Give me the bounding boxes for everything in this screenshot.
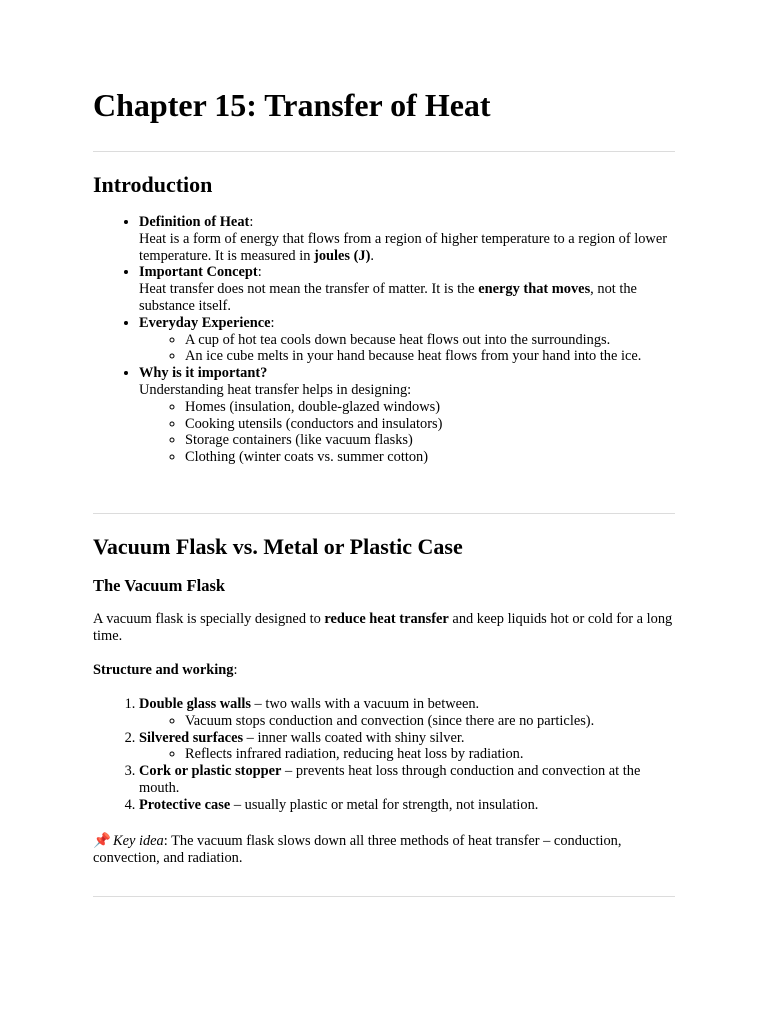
sub-list-item: ◦ Cooking utensils (conductors and insulators) [185, 416, 675, 433]
concept-label: Important Concept [139, 264, 258, 281]
sub-list-item: ◦ A cup of hot tea cools down because heat flows out into the surroundings. [185, 332, 675, 349]
list-item: 3. Cork or plastic stopper – prevents heat loss through conduction and convection at the mouth. [139, 763, 675, 797]
introduction-list [93, 214, 675, 466]
sub-list-item: ◦ Storage containers (like vacuum flasks) [185, 432, 675, 449]
definition-label: Definition of Heat [139, 214, 250, 230]
list-item: 4. Protective case – usually plastic or metal for strength, not insulation. [139, 797, 675, 814]
pushpin-icon: 📌 [93, 833, 111, 849]
key-idea-text: : The vacuum flask slows down all three methods of heat transfer – conduction, convection, and radiation. [93, 833, 622, 866]
experience-label: Everyday Experience [139, 314, 271, 331]
page-title: Chapter 15: Transfer of Heat [93, 87, 491, 123]
vacuum-intro-paragraph: A vacuum flask is specially designed to reduce heat transfer and keep liquids hot or cold for a long time. [93, 611, 673, 644]
sub-list-item: ◦ Clothing (winter coats vs. summer cotton) [185, 449, 675, 466]
list-item [139, 365, 675, 466]
list-item: • Definition of Heat: Heat is a form of energy that flows from a region of higher temperature to a region of lower temperature. It is measured in joules (J). [139, 214, 675, 264]
list-item: 2. Silvered surfaces – inner walls coated with shiny silver. ◦ Reflects infrared radiation, reducing heat loss by radiation. [139, 730, 675, 764]
sub-list-item: ◦ Vacuum stops conduction and convection (since there are no particles). [185, 713, 675, 730]
list-item: • Important Concept: Heat transfer does not mean the transfer of matter. It is the energy that moves, not the substance itself. [139, 264, 675, 314]
why-text: Understanding heat transfer helps in designing: [139, 381, 412, 398]
concept-bold: energy that moves [478, 281, 591, 298]
why-label: Why is it important? [139, 365, 268, 382]
definition-text: Heat is a form of energy that flows from a region of higher temperature to a region of lower temperature. It is measured in [139, 230, 668, 264]
divider [93, 151, 675, 152]
structure-label: Structure and working: [93, 662, 238, 678]
subheading-vacuum-flask: The Vacuum Flask [93, 576, 226, 595]
list-item: • Everyday Experience: ◦ A cup of hot tea cools down because heat flows out into the surroundings. ◦ An ice cube melts in your hand because heat flows from your hand into the ice. [139, 315, 675, 365]
divider [93, 513, 675, 514]
divider [93, 896, 675, 897]
reduce-heat-transfer-bold: reduce heat transfer [324, 611, 449, 627]
section-heading-introduction: Introduction [93, 172, 213, 197]
sub-list-item: ◦ An ice cube melts in your hand because heat flows from your hand into the ice. [185, 348, 675, 365]
sub-list-item: ◦ Homes (insulation, double-glazed windows) [185, 399, 675, 416]
structure-list [93, 696, 675, 814]
section-heading-vacuum-flask: Vacuum Flask vs. Metal or Plastic Case [93, 534, 463, 559]
definition-unit: joules (J) [314, 247, 371, 264]
list-item: 1. Double glass walls – two walls with a vacuum in between. ◦ Vacuum stops conduction and convection (since there are no particles). [139, 696, 675, 730]
sub-list-item: ◦ Reflects infrared radiation, reducing heat loss by radiation. [185, 746, 675, 763]
key-idea-label: Key idea [113, 833, 164, 849]
concept-text: Heat transfer does not mean the transfer of matter. It is the [139, 281, 479, 298]
key-idea-paragraph [93, 833, 675, 867]
